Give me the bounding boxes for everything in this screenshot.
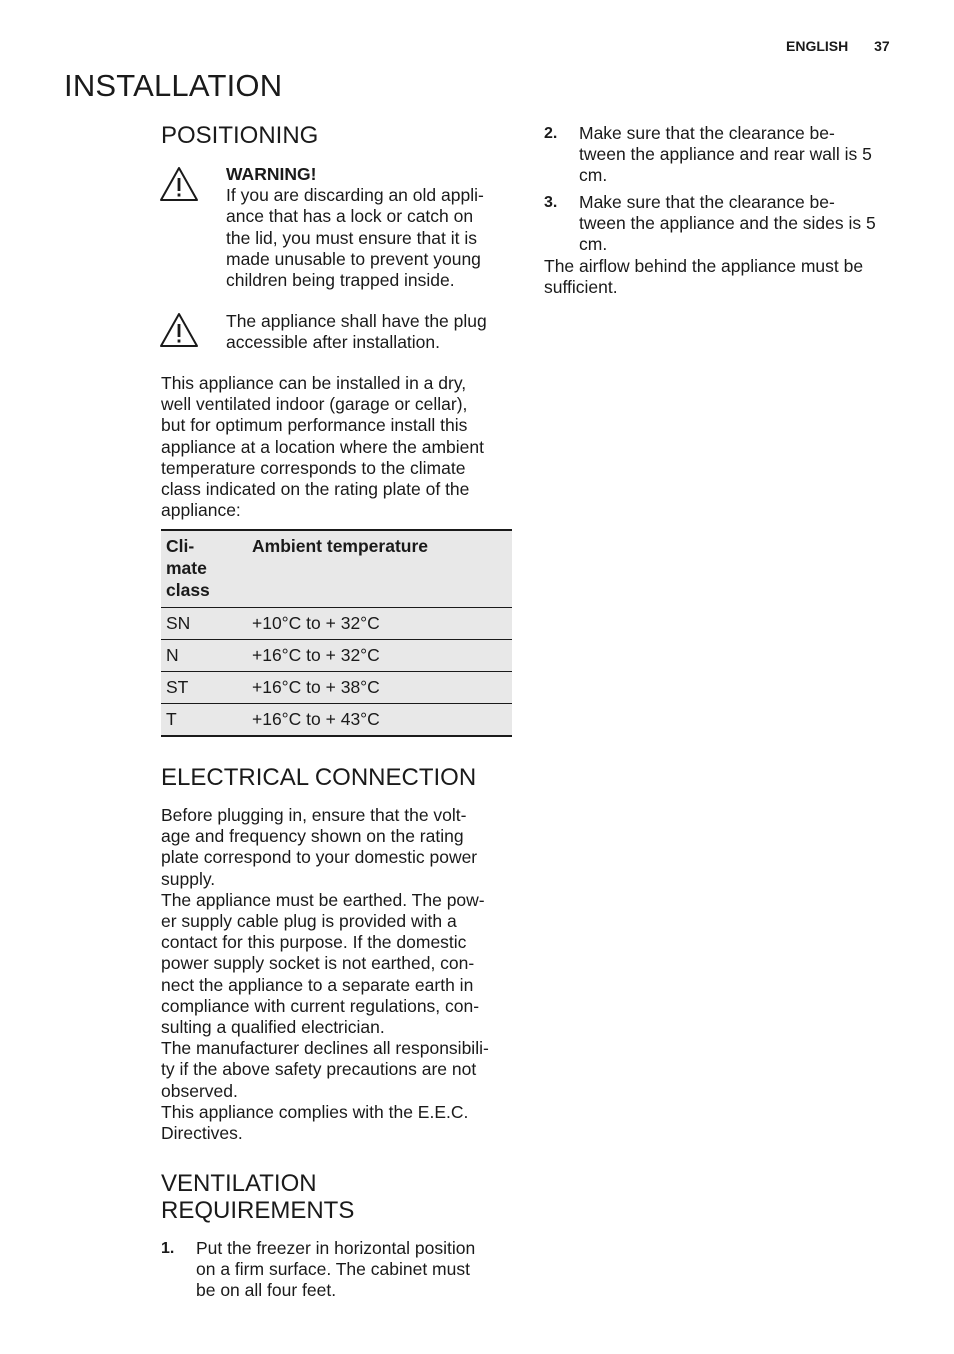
warning-triangle-icon — [159, 166, 199, 202]
paragraph-line: observed. — [161, 1080, 238, 1101]
paragraph-line: appliance at a location where the ambient — [161, 436, 484, 457]
paragraph-line: contact for this purpose. If the domestic — [161, 932, 467, 953]
positioning-paragraph — [161, 373, 484, 521]
table-cell-temp: +16°C to + 32°C — [247, 640, 512, 672]
warning-block — [226, 164, 484, 291]
list-line: Make sure that the clearance be- — [579, 123, 835, 143]
warning-line: made unusable to prevent young — [226, 248, 481, 269]
table-row — [161, 672, 512, 704]
paragraph-line: ty if the above safety precautions are not — [161, 1059, 477, 1080]
table-cell-temp: +16°C to + 43°C — [247, 704, 512, 737]
note-block — [226, 311, 487, 353]
table-cell-temp: +16°C to + 38°C — [247, 672, 512, 704]
warning-line: children being trapped inside. — [226, 270, 455, 291]
list-item-number: 1. — [161, 1240, 175, 1257]
paragraph-line: age and frequency shown on the rating — [161, 826, 464, 847]
paragraph-line: Directives. — [161, 1123, 243, 1144]
warning-line: the lid, you must ensure that it is — [226, 227, 477, 248]
header-text: mate — [166, 558, 207, 578]
list-line: tween the appliance and the sides is 5 — [579, 213, 876, 234]
list-line: cm. — [579, 234, 608, 255]
paragraph-line: plate correspond to your domestic power — [161, 847, 478, 868]
table-header-ambient-temperature: Ambient temperature — [247, 530, 512, 608]
note-line: accessible after installation. — [226, 332, 440, 353]
airflow-paragraph — [544, 256, 863, 298]
table-cell-class: N — [161, 640, 247, 672]
table-cell-class: T — [161, 704, 247, 737]
list-item-text — [579, 123, 872, 187]
paragraph-line: class indicated on the rating plate of the — [161, 479, 470, 500]
table-row — [161, 704, 512, 737]
paragraph-line: This appliance can be installed in a dry, — [161, 373, 467, 393]
header-text: Cli- — [166, 536, 195, 556]
electrical-heading: ELECTRICAL CONNECTION — [161, 764, 477, 791]
table-row — [161, 608, 512, 640]
list-item-text — [196, 1238, 475, 1302]
list-item — [544, 192, 914, 258]
electrical-paragraph — [161, 805, 489, 1144]
paragraph-line: er supply cable plug is provided with a — [161, 911, 457, 932]
warning-line: ance that has a lock or catch on — [226, 206, 474, 227]
list-item-text — [579, 192, 876, 256]
table-cell-temp: +10°C to + 32°C — [247, 608, 512, 640]
list-line: tween the appliance and rear wall is 5 — [579, 144, 872, 165]
paragraph-line: power supply socket is not earthed, con- — [161, 953, 475, 974]
warning-triangle-icon — [159, 312, 199, 348]
list-line: cm. — [579, 165, 608, 186]
list-line: be on all four feet. — [196, 1280, 337, 1301]
paragraph-line: The manufacturer declines all responsibili- — [161, 1038, 489, 1059]
paragraph-line: The appliance must be earthed. The pow- — [161, 889, 485, 910]
note-line: The appliance shall have the plug — [226, 311, 487, 331]
page-header — [786, 38, 890, 54]
list-item — [161, 1238, 511, 1304]
climate-class-table — [161, 529, 512, 737]
paragraph-line: The airflow behind the appliance must be — [544, 256, 864, 276]
paragraph-line: but for optimum performance install this — [161, 415, 468, 436]
paragraph-line: supply. — [161, 868, 216, 889]
paragraph-line: appliance: — [161, 500, 241, 521]
warning-line: If you are discarding an old appli- — [226, 185, 484, 206]
paragraph-line: Before plugging in, ensure that the volt- — [161, 805, 467, 825]
header-text: class — [166, 580, 210, 600]
table-header-climate-class — [161, 530, 247, 608]
ventilation-heading — [161, 1170, 354, 1224]
list-line: on a firm surface. The cabinet must — [196, 1259, 470, 1280]
paragraph-line: This appliance complies with the E.E.C. — [161, 1101, 469, 1122]
paragraph-line: temperature corresponds to the climate — [161, 457, 466, 478]
paragraph-line: well ventilated indoor (garage or cellar), — [161, 394, 468, 415]
list-item-number: 3. — [544, 194, 558, 211]
table-header-row — [161, 530, 512, 608]
list-item-number: 2. — [544, 125, 558, 142]
heading-line: VENTILATION — [161, 1170, 317, 1197]
positioning-heading: POSITIONING — [161, 122, 319, 149]
list-item — [544, 123, 904, 189]
warning-label: WARNING! — [226, 164, 317, 184]
paragraph-line: sulting a qualified electrician. — [161, 1017, 385, 1038]
heading-line: REQUIREMENTS — [161, 1197, 355, 1224]
table-cell-class: SN — [161, 608, 247, 640]
page-number: 37 — [874, 38, 890, 54]
paragraph-line: nect the appliance to a separate earth in — [161, 974, 474, 995]
list-line: Put the freezer in horizontal position — [196, 1238, 476, 1258]
header-language: ENGLISH — [786, 38, 849, 54]
table-row — [161, 640, 512, 672]
list-line: Make sure that the clearance be- — [579, 192, 835, 212]
paragraph-line: sufficient. — [544, 277, 618, 298]
page-title: INSTALLATION — [64, 68, 283, 103]
table-cell-class: ST — [161, 672, 247, 704]
paragraph-line: compliance with current regulations, con- — [161, 995, 480, 1016]
